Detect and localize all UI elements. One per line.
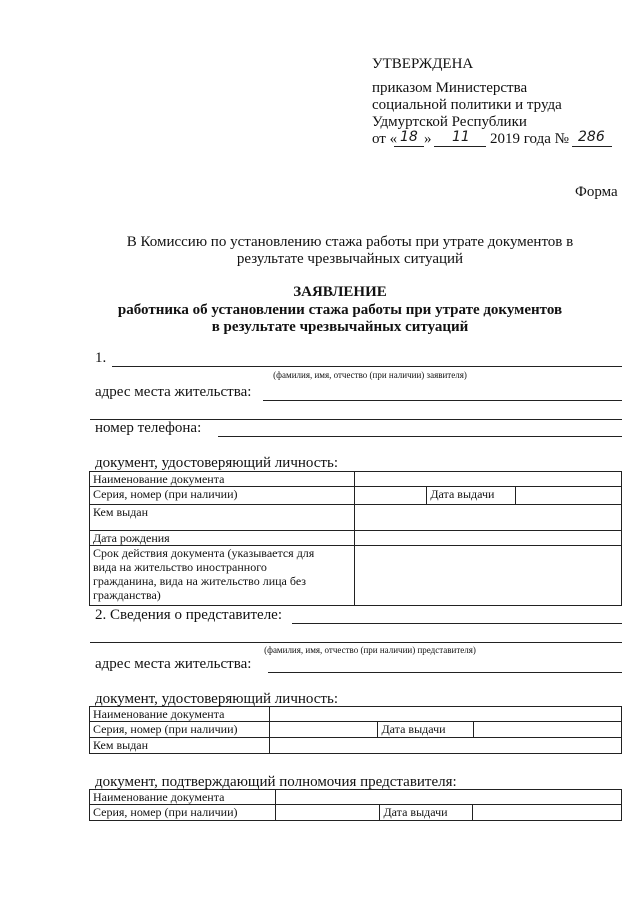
rep-issue-date-label: Дата выдачи bbox=[378, 722, 474, 738]
birth-date-label: Дата рождения bbox=[90, 531, 355, 546]
addressee-line-1: В Комиссию по установлению стажа работы при утрате документов в bbox=[126, 234, 574, 250]
auth-issue-date-label: Дата выдачи bbox=[380, 805, 473, 821]
representative-id-doc-label: документ, удостоверяющий личность: bbox=[95, 691, 338, 707]
section-2-label: 2. Сведения о представителе: bbox=[95, 607, 283, 623]
date-year: 2019 года № bbox=[490, 131, 569, 147]
applicant-address-field[interactable] bbox=[263, 400, 622, 401]
id-doc-name-field[interactable] bbox=[354, 472, 621, 487]
validity-line-3: гражданина, вида на жительство лица без bbox=[93, 574, 307, 588]
authority-doc-table bbox=[89, 789, 622, 821]
id-doc-name-label: Наименование документа bbox=[90, 472, 355, 487]
approval-title: УТВЕРЖДЕНА bbox=[372, 56, 474, 72]
approval-line-3: Удмуртской Республики bbox=[372, 114, 527, 130]
id-issue-date-field[interactable] bbox=[516, 487, 622, 505]
approval-line-1: приказом Министерства bbox=[372, 80, 528, 96]
rep-issued-by-field[interactable] bbox=[269, 738, 621, 754]
rep-series-field[interactable] bbox=[269, 722, 378, 738]
representative-id-table bbox=[89, 706, 622, 754]
rep-doc-name-label: Наименование документа bbox=[90, 707, 270, 722]
representative-name-caption: (фамилия, имя, отчество (при наличии) представителя) bbox=[264, 645, 476, 655]
representative-name-field[interactable] bbox=[90, 642, 622, 643]
section-1-number: 1. bbox=[95, 350, 107, 366]
rep-issue-date-field[interactable] bbox=[474, 722, 622, 738]
authority-doc-label: документ, подтверждающий полномочия представителя: bbox=[95, 774, 457, 790]
validity-label bbox=[90, 546, 355, 606]
representative-field[interactable] bbox=[292, 623, 622, 624]
validity-field[interactable] bbox=[354, 546, 621, 606]
rep-series-label: Серия, номер (при наличии) bbox=[90, 722, 270, 738]
form-label: Форма bbox=[575, 184, 618, 200]
rep-issued-by-label: Кем выдан bbox=[90, 738, 270, 754]
date-prefix: от « bbox=[372, 131, 398, 147]
auth-series-label: Серия, номер (при наличии) bbox=[90, 805, 276, 821]
validity-line-2: вида на жительство иностранного bbox=[93, 560, 267, 574]
id-series-field[interactable] bbox=[354, 487, 427, 505]
id-issued-by-label: Кем выдан bbox=[90, 505, 355, 531]
date-month: 11 bbox=[452, 129, 470, 145]
date-day: 18 bbox=[400, 129, 418, 145]
addressee-line-2: результате чрезвычайных ситуаций bbox=[236, 251, 464, 267]
applicant-address-label: адрес места жительства: bbox=[95, 384, 252, 400]
applicant-id-doc-label: документ, удостоверяющий личность: bbox=[95, 455, 338, 471]
id-issue-date-label: Дата выдачи bbox=[427, 487, 516, 505]
approval-date-line bbox=[372, 130, 622, 150]
rep-doc-name-field[interactable] bbox=[269, 707, 621, 722]
representative-address-label: адрес места жительства: bbox=[95, 656, 252, 672]
auth-doc-name-field[interactable] bbox=[275, 790, 621, 805]
order-number: 286 bbox=[578, 129, 605, 145]
validity-line-4: гражданства) bbox=[93, 588, 161, 602]
id-issued-by-field[interactable] bbox=[354, 505, 621, 531]
document-subtitle-1: работника об установлении стажа работы при утрате документов bbox=[117, 302, 563, 318]
date-mid: » bbox=[424, 131, 432, 147]
applicant-phone-field[interactable] bbox=[218, 436, 622, 437]
auth-issue-date-field[interactable] bbox=[473, 805, 622, 821]
applicant-name-field[interactable] bbox=[112, 366, 622, 367]
document-subtitle-2: в результате чрезвычайных ситуаций bbox=[211, 319, 469, 335]
validity-line-1: Срок действия документа (указывается для bbox=[93, 546, 315, 560]
applicant-phone-label: номер телефона: bbox=[95, 420, 202, 436]
birth-date-field[interactable] bbox=[354, 531, 621, 546]
auth-series-field[interactable] bbox=[275, 805, 380, 821]
auth-doc-name-label: Наименование документа bbox=[90, 790, 276, 805]
id-series-label: Серия, номер (при наличии) bbox=[90, 487, 355, 505]
document-title: ЗАЯВЛЕНИЕ bbox=[293, 284, 387, 300]
applicant-id-table bbox=[89, 471, 622, 606]
approval-line-2: социальной политики и труда bbox=[372, 97, 562, 113]
applicant-name-caption: (фамилия, имя, отчество (при наличии) заявителя) bbox=[273, 370, 467, 380]
representative-address-field[interactable] bbox=[268, 672, 622, 673]
